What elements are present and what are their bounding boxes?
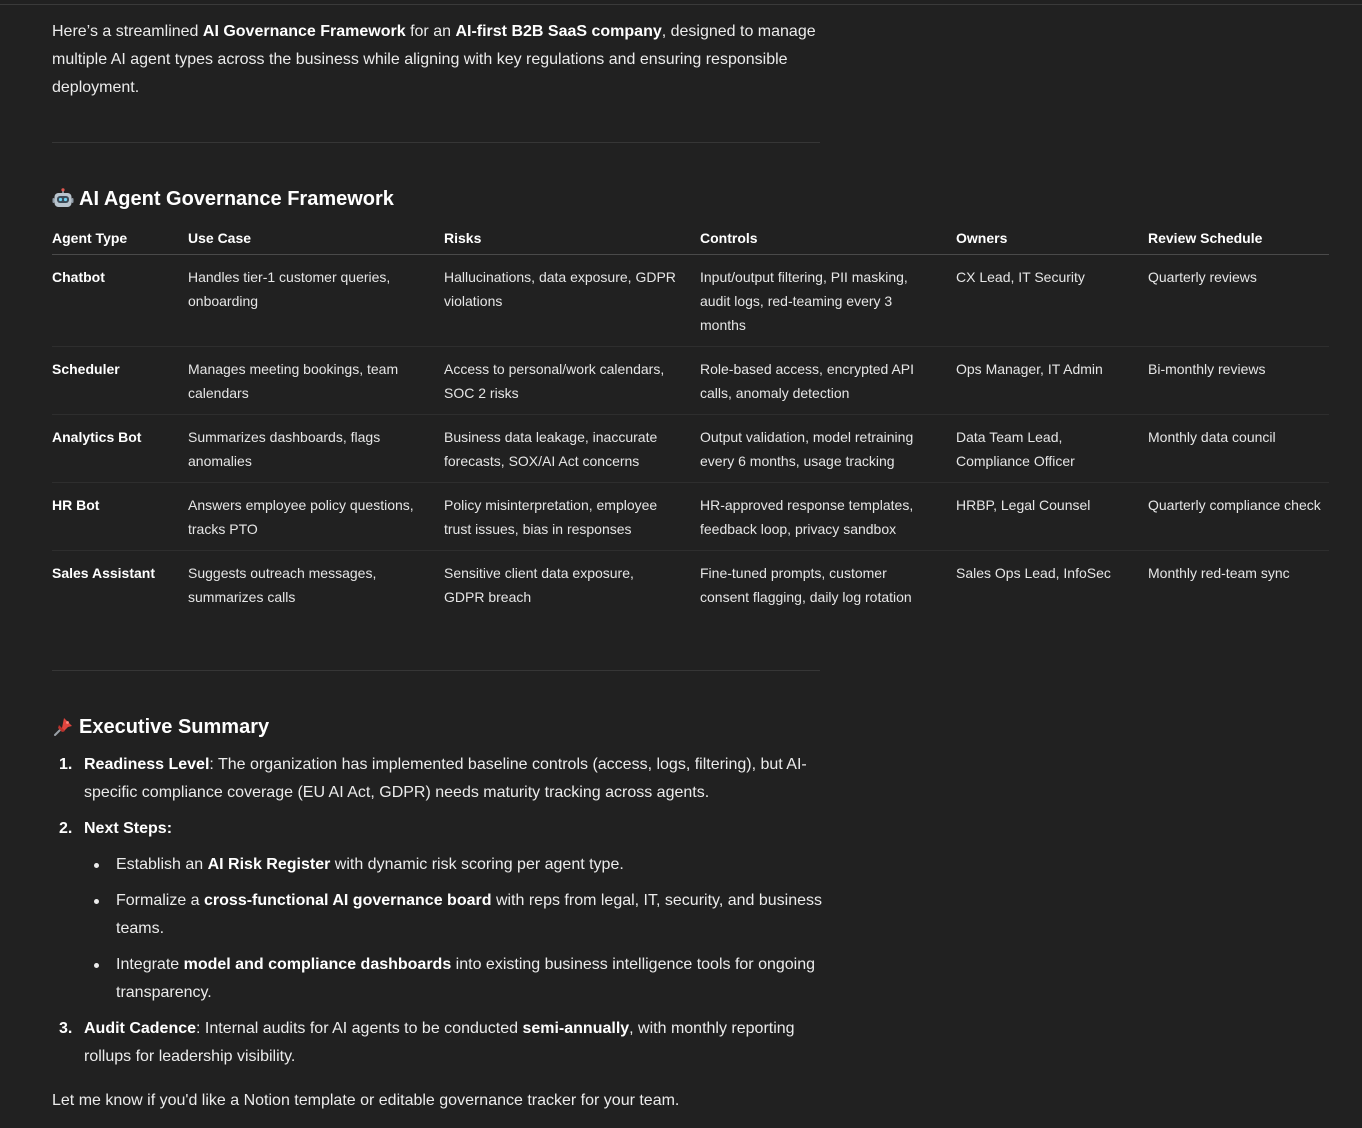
- cell-owners: Sales Ops Lead, InfoSec: [956, 565, 1111, 581]
- cell-controls: Output validation, model retraining every 6 months, usage tracking: [700, 415, 956, 483]
- cell-agent-type: Scheduler: [52, 347, 188, 415]
- bullet-text: into existing business intelligence tools for ongoing transparency.: [116, 956, 816, 1001]
- list-item: [52, 751, 822, 807]
- bullet-text: Integrate: [116, 956, 184, 973]
- list-item: [84, 951, 822, 1007]
- col-header-use-case: Use Case: [188, 226, 444, 255]
- cell-controls: Role-based access, encrypted API calls, anomaly detection: [700, 347, 956, 415]
- cell-use-case: Answers employee policy questions, tracks PTO: [188, 483, 444, 551]
- intro-bold-2: AI-first B2B SaaS company: [455, 23, 662, 40]
- list-item: [84, 851, 822, 879]
- cell-review-schedule: Quarterly reviews: [1148, 255, 1329, 347]
- cell-owners: Data Team Lead, Compliance Officer: [956, 415, 1148, 483]
- section-divider: [52, 142, 820, 143]
- col-header-review-schedule: Review Schedule: [1148, 226, 1329, 255]
- cell-review-schedule: Bi-monthly reviews: [1148, 347, 1329, 415]
- table-header-row: [52, 226, 1329, 255]
- cell-agent-type: Sales Assistant: [52, 565, 155, 581]
- intro-text-2: for an: [405, 23, 456, 40]
- cell-review-schedule: Monthly red-team sync: [1148, 565, 1290, 581]
- table-row: [52, 347, 1329, 415]
- cell-controls: HR-approved response templates, feedback loop, privacy sandbox: [700, 483, 956, 551]
- governance-table: [52, 226, 1329, 618]
- top-divider: [0, 4, 1362, 5]
- intro-text-3: , designed to manage multiple AI agent types across the business while aligning with key regulations and ensuring responsible deployment.: [52, 23, 816, 96]
- list-item: [52, 1015, 822, 1071]
- cell-risks: Policy misinterpretation, employee trust issues, bias in responses: [444, 483, 700, 551]
- section-divider: [52, 670, 820, 671]
- col-header-agent-type: Agent Type: [52, 226, 188, 255]
- bullet-bold: model and compliance dashboards: [183, 956, 452, 973]
- cell-use-case: Handles tier-1 customer queries, onboarding: [188, 255, 444, 347]
- col-header-owners: Owners: [956, 226, 1148, 255]
- list-number: 3.: [59, 1020, 73, 1037]
- table-row: [52, 415, 1329, 483]
- closing-paragraph: Let me know if you'd like a Notion template or editable governance tracker for your team.: [52, 1092, 680, 1109]
- framework-title: AI Agent Governance Framework: [79, 187, 394, 210]
- cell-owners: Ops Manager, IT Admin: [956, 347, 1148, 415]
- audit-text: : Internal audits for AI agents to be conducted: [196, 1020, 523, 1037]
- cell-use-case: Summarizes dashboards, flags anomalies: [188, 415, 444, 483]
- cell-controls: Input/output filtering, PII masking, audit logs, red-teaming every 3 months: [700, 255, 956, 347]
- list-item: [52, 815, 822, 1007]
- audit-label: Audit Cadence: [84, 1020, 197, 1037]
- readiness-text: : The organization has implemented baseline controls (access, logs, filtering), but AI-specific compliance coverage (EU AI Act, GDPR) needs maturity tracking across agents.: [84, 756, 807, 801]
- bullet-text: Formalize a: [116, 892, 205, 909]
- list-item: [84, 887, 822, 943]
- table-row: [52, 255, 1329, 347]
- robot-icon: [52, 188, 74, 210]
- message-content: [52, 18, 1342, 1115]
- cell-risks: Business data leakage, inaccurate forecasts, SOX/AI Act concerns: [444, 415, 700, 483]
- bullet-text: Establish an: [116, 856, 208, 873]
- intro-bold-1: AI Governance Framework: [202, 23, 406, 40]
- cell-review-schedule: Quarterly compliance check: [1148, 483, 1329, 551]
- cell-use-case: Suggests outreach messages, summarizes calls: [188, 565, 377, 605]
- cell-use-case: Manages meeting bookings, team calendars: [188, 347, 444, 415]
- next-steps-list: [84, 851, 822, 1007]
- audit-text: , with monthly reporting rollups for leadership visibility.: [84, 1020, 795, 1065]
- bullet-bold: AI Risk Register: [207, 856, 331, 873]
- cell-risks: Access to personal/work calendars, SOC 2 risks: [444, 347, 700, 415]
- bullet-text: with dynamic risk scoring per agent type.: [330, 856, 624, 873]
- cell-owners: HRBP, Legal Counsel: [956, 483, 1148, 551]
- next-steps-label: Next Steps:: [84, 820, 173, 837]
- summary-list: [52, 751, 822, 1071]
- intro-paragraph: [52, 18, 822, 102]
- summary-title: Executive Summary: [79, 715, 270, 738]
- cell-agent-type: HR Bot: [52, 483, 188, 551]
- list-number: 2.: [59, 820, 73, 837]
- summary-heading: [52, 713, 1342, 741]
- audit-bold: semi-annually: [522, 1020, 630, 1037]
- bullet-icon: [94, 863, 99, 868]
- cell-risks: Hallucinations, data exposure, GDPR violations: [444, 255, 700, 347]
- framework-heading: [52, 185, 1342, 213]
- bullet-text: with reps from legal, IT, security, and business teams.: [116, 892, 823, 937]
- col-header-controls: Controls: [700, 226, 956, 255]
- bullet-icon: [94, 963, 99, 968]
- col-header-risks: Risks: [444, 226, 700, 255]
- cell-controls: Fine-tuned prompts, customer consent flagging, daily log rotation: [700, 565, 912, 605]
- cell-review-schedule: Monthly data council: [1148, 415, 1329, 483]
- pushpin-icon: [52, 716, 74, 738]
- bullet-icon: [94, 899, 99, 904]
- intro-text-1: Here’s a streamlined: [52, 23, 203, 40]
- readiness-label: Readiness Level: [84, 756, 210, 773]
- table-row: [52, 483, 1329, 551]
- bullet-bold: cross-functional AI governance board: [204, 892, 492, 909]
- cell-agent-type: Analytics Bot: [52, 415, 188, 483]
- cell-owners: CX Lead, IT Security: [956, 255, 1148, 347]
- list-number: 1.: [59, 756, 73, 773]
- cell-agent-type: Chatbot: [52, 255, 188, 347]
- table-row: [52, 551, 1329, 619]
- cell-risks: Sensitive client data exposure, GDPR breach: [444, 565, 634, 605]
